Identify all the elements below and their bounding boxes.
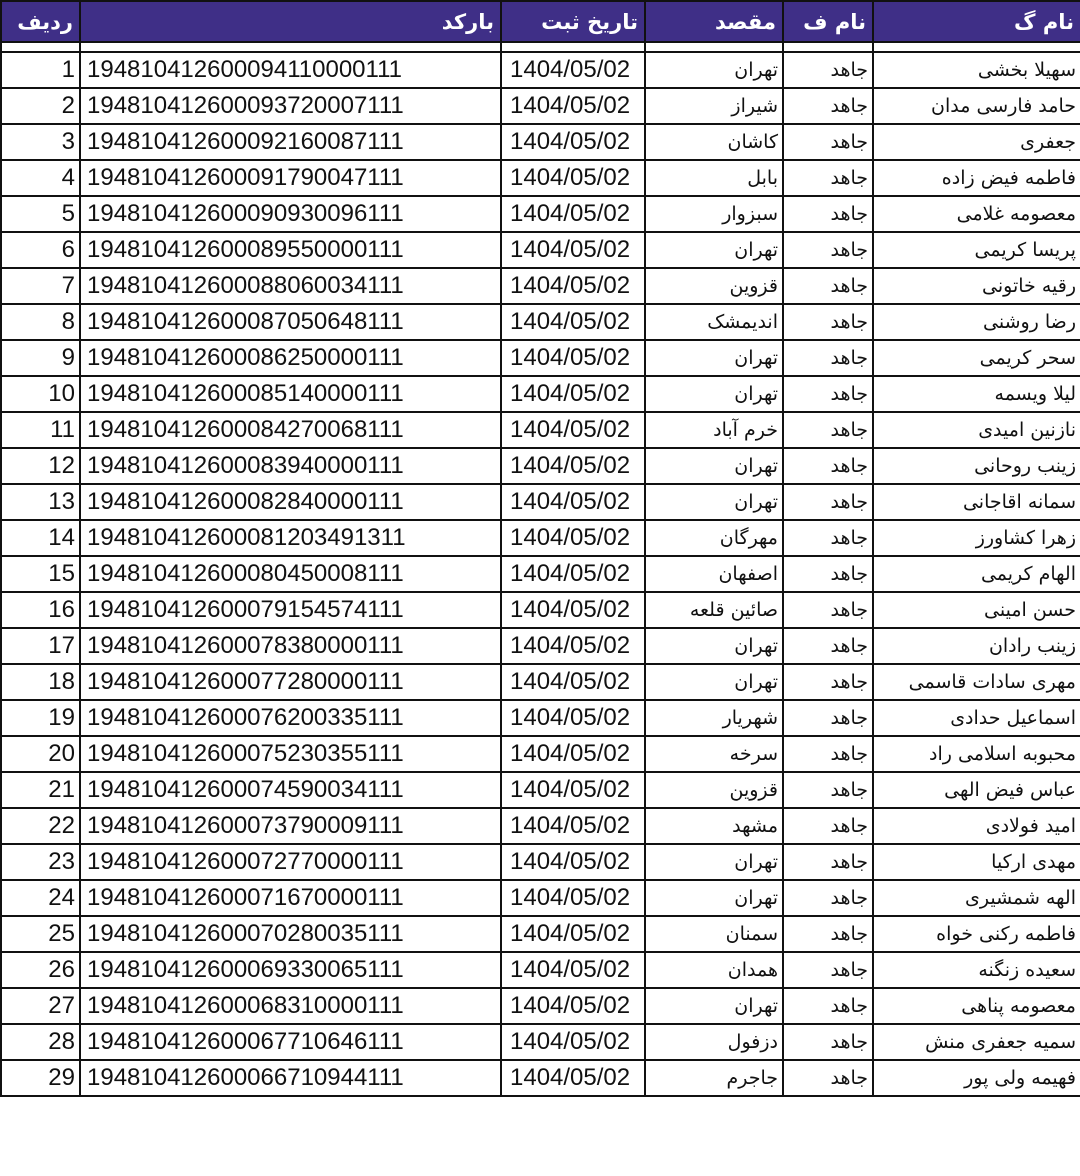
cell-destination[interactable]: کاشان bbox=[645, 124, 783, 160]
table-row[interactable] bbox=[1, 484, 1080, 520]
cell-row-number[interactable]: 3 bbox=[1, 124, 80, 160]
table-row[interactable] bbox=[1, 520, 1080, 556]
cell-destination[interactable]: سرخه bbox=[645, 736, 783, 772]
cell-row-number[interactable]: 25 bbox=[1, 916, 80, 952]
cell-date[interactable]: 1404/05/02 bbox=[501, 520, 645, 556]
cell-name[interactable]: سهیلا بخشی bbox=[873, 52, 1080, 88]
cell-date[interactable]: 1404/05/02 bbox=[501, 448, 645, 484]
table-row[interactable] bbox=[1, 196, 1080, 232]
cell-name[interactable]: فهیمه ولی پور bbox=[873, 1060, 1080, 1096]
table-row[interactable] bbox=[1, 304, 1080, 340]
cell-family[interactable]: جاهد bbox=[783, 1024, 873, 1060]
cell-row-number[interactable]: 22 bbox=[1, 808, 80, 844]
cell-row-number[interactable]: 18 bbox=[1, 664, 80, 700]
cell-barcode[interactable]: 194810412600092160087111 bbox=[80, 124, 501, 160]
cell-family[interactable]: جاهد bbox=[783, 844, 873, 880]
cell-family[interactable]: جاهد bbox=[783, 88, 873, 124]
cell-barcode[interactable]: 194810412600073790009111 bbox=[80, 808, 501, 844]
cell-date[interactable]: 1404/05/02 bbox=[501, 52, 645, 88]
table-row[interactable] bbox=[1, 448, 1080, 484]
cell-destination[interactable]: مهرگان bbox=[645, 520, 783, 556]
cell-destination[interactable]: تهران bbox=[645, 232, 783, 268]
cell-date[interactable]: 1404/05/02 bbox=[501, 1060, 645, 1096]
cell-destination[interactable]: مشهد bbox=[645, 808, 783, 844]
cell-barcode[interactable]: 194810412600088060034111 bbox=[80, 268, 501, 304]
cell-destination[interactable]: اندیمشک bbox=[645, 304, 783, 340]
cell-destination[interactable]: دزفول bbox=[645, 1024, 783, 1060]
cell-row-number[interactable]: 6 bbox=[1, 232, 80, 268]
cell-name[interactable]: زهرا کشاورز bbox=[873, 520, 1080, 556]
cell-family[interactable]: جاهد bbox=[783, 232, 873, 268]
cell-family[interactable]: جاهد bbox=[783, 916, 873, 952]
cell-name[interactable]: الهه شمشیری bbox=[873, 880, 1080, 916]
spacer-cell bbox=[783, 42, 873, 52]
cell-destination[interactable]: جاجرم bbox=[645, 1060, 783, 1096]
table-row[interactable] bbox=[1, 808, 1080, 844]
cell-row-number[interactable]: 2 bbox=[1, 88, 80, 124]
table-row[interactable] bbox=[1, 1024, 1080, 1060]
cell-row-number[interactable]: 1 bbox=[1, 52, 80, 88]
cell-date[interactable]: 1404/05/02 bbox=[501, 1024, 645, 1060]
cell-destination[interactable]: شهریار bbox=[645, 700, 783, 736]
table-row[interactable] bbox=[1, 1060, 1080, 1096]
table-row[interactable] bbox=[1, 880, 1080, 916]
cell-name[interactable]: سحر کریمی bbox=[873, 340, 1080, 376]
header-destination[interactable]: مقصد bbox=[645, 1, 783, 42]
cell-row-number[interactable]: 10 bbox=[1, 376, 80, 412]
cell-name[interactable]: سمیه جعفری منش bbox=[873, 1024, 1080, 1060]
cell-family[interactable]: جاهد bbox=[783, 196, 873, 232]
cell-row-number[interactable]: 16 bbox=[1, 592, 80, 628]
cell-destination[interactable]: تهران bbox=[645, 340, 783, 376]
cell-name[interactable]: پریسا کریمی bbox=[873, 232, 1080, 268]
cell-row-number[interactable]: 29 bbox=[1, 1060, 80, 1096]
cell-name[interactable]: حامد فارسی مدان bbox=[873, 88, 1080, 124]
cell-barcode[interactable]: 194810412600070280035111 bbox=[80, 916, 501, 952]
header-barcode[interactable]: بارکد bbox=[80, 1, 501, 42]
cell-destination[interactable]: تهران bbox=[645, 844, 783, 880]
cell-family[interactable]: جاهد bbox=[783, 952, 873, 988]
cell-destination[interactable]: تهران bbox=[645, 376, 783, 412]
cell-destination[interactable]: خرم آباد bbox=[645, 412, 783, 448]
cell-family[interactable]: جاهد bbox=[783, 52, 873, 88]
cell-date[interactable]: 1404/05/02 bbox=[501, 232, 645, 268]
cell-date[interactable]: 1404/05/02 bbox=[501, 628, 645, 664]
cell-row-number[interactable]: 24 bbox=[1, 880, 80, 916]
cell-destination[interactable]: تهران bbox=[645, 880, 783, 916]
cell-barcode[interactable]: 194810412600078380000111 bbox=[80, 628, 501, 664]
cell-family[interactable]: جاهد bbox=[783, 376, 873, 412]
cell-barcode[interactable]: 194810412600081203491311 bbox=[80, 520, 501, 556]
cell-name[interactable]: نازنین امیدی bbox=[873, 412, 1080, 448]
cell-name[interactable]: محبوبه اسلامی راد bbox=[873, 736, 1080, 772]
cell-date[interactable]: 1404/05/02 bbox=[501, 484, 645, 520]
table-row[interactable] bbox=[1, 88, 1080, 124]
cell-name[interactable]: لیلا ویسمه bbox=[873, 376, 1080, 412]
cell-family[interactable]: جاهد bbox=[783, 304, 873, 340]
cell-date[interactable]: 1404/05/02 bbox=[501, 988, 645, 1024]
cell-name[interactable]: رقیه خاتونی bbox=[873, 268, 1080, 304]
cell-barcode[interactable]: 194810412600090930096111 bbox=[80, 196, 501, 232]
cell-name[interactable]: معصومه پناهی bbox=[873, 988, 1080, 1024]
table-body bbox=[1, 42, 1080, 1096]
cell-row-number[interactable]: 20 bbox=[1, 736, 80, 772]
header-date[interactable]: تاریخ ثبت bbox=[501, 1, 645, 42]
cell-row-number[interactable]: 14 bbox=[1, 520, 80, 556]
cell-name[interactable]: حسن امینی bbox=[873, 592, 1080, 628]
cell-row-number[interactable]: 5 bbox=[1, 196, 80, 232]
cell-family[interactable]: جاهد bbox=[783, 880, 873, 916]
cell-row-number[interactable]: 17 bbox=[1, 628, 80, 664]
cell-row-number[interactable]: 8 bbox=[1, 304, 80, 340]
cell-family[interactable]: جاهد bbox=[783, 772, 873, 808]
cell-name[interactable]: معصومه غلامی bbox=[873, 196, 1080, 232]
table-row[interactable] bbox=[1, 952, 1080, 988]
cell-destination[interactable]: شیراز bbox=[645, 88, 783, 124]
cell-family[interactable]: جاهد bbox=[783, 556, 873, 592]
cell-destination[interactable]: قزوین bbox=[645, 268, 783, 304]
cell-barcode[interactable]: 194810412600077280000111 bbox=[80, 664, 501, 700]
cell-family[interactable]: جاهد bbox=[783, 160, 873, 196]
cell-date[interactable]: 1404/05/02 bbox=[501, 880, 645, 916]
cell-date[interactable]: 1404/05/02 bbox=[501, 952, 645, 988]
cell-family[interactable]: جاهد bbox=[783, 736, 873, 772]
cell-date[interactable]: 1404/05/02 bbox=[501, 196, 645, 232]
cell-name[interactable]: سعیده زنگنه bbox=[873, 952, 1080, 988]
cell-destination[interactable]: صائین قلعه bbox=[645, 592, 783, 628]
cell-name[interactable]: مهدی ارکیا bbox=[873, 844, 1080, 880]
cell-row-number[interactable]: 28 bbox=[1, 1024, 80, 1060]
cell-row-number[interactable]: 13 bbox=[1, 484, 80, 520]
cell-date[interactable]: 1404/05/02 bbox=[501, 700, 645, 736]
cell-family[interactable]: جاهد bbox=[783, 124, 873, 160]
cell-row-number[interactable]: 26 bbox=[1, 952, 80, 988]
cell-family[interactable]: جاهد bbox=[783, 340, 873, 376]
spacer-cell bbox=[645, 42, 783, 52]
cell-date[interactable]: 1404/05/02 bbox=[501, 412, 645, 448]
cell-barcode[interactable]: 194810412600089550000111 bbox=[80, 232, 501, 268]
table-row[interactable] bbox=[1, 844, 1080, 880]
cell-destination[interactable]: همدان bbox=[645, 952, 783, 988]
cell-destination[interactable]: تهران bbox=[645, 52, 783, 88]
cell-barcode[interactable]: 194810412600069330065111 bbox=[80, 952, 501, 988]
table-row[interactable] bbox=[1, 916, 1080, 952]
cell-name[interactable]: فاطمه فیض زاده bbox=[873, 160, 1080, 196]
table-row[interactable] bbox=[1, 268, 1080, 304]
cell-barcode[interactable]: 194810412600083940000111 bbox=[80, 448, 501, 484]
cell-barcode[interactable]: 194810412600086250000111 bbox=[80, 340, 501, 376]
cell-name[interactable]: سمانه اقاجانی bbox=[873, 484, 1080, 520]
cell-name[interactable]: اسماعیل حدادی bbox=[873, 700, 1080, 736]
cell-destination[interactable]: اصفهان bbox=[645, 556, 783, 592]
table-row[interactable] bbox=[1, 232, 1080, 268]
cell-destination[interactable]: قزوین bbox=[645, 772, 783, 808]
cell-destination[interactable]: بابل bbox=[645, 160, 783, 196]
table-row[interactable] bbox=[1, 160, 1080, 196]
cell-date[interactable]: 1404/05/02 bbox=[501, 340, 645, 376]
cell-name[interactable]: رضا روشنی bbox=[873, 304, 1080, 340]
cell-name[interactable]: جعفری bbox=[873, 124, 1080, 160]
cell-name[interactable]: امید فولادی bbox=[873, 808, 1080, 844]
cell-family[interactable]: جاهد bbox=[783, 448, 873, 484]
cell-family[interactable]: جاهد bbox=[783, 268, 873, 304]
cell-barcode[interactable]: 194810412600074590034111 bbox=[80, 772, 501, 808]
cell-family[interactable]: جاهد bbox=[783, 808, 873, 844]
cell-name[interactable]: الهام کریمی bbox=[873, 556, 1080, 592]
cell-family[interactable]: جاهد bbox=[783, 592, 873, 628]
header-row-number[interactable]: ردیف bbox=[1, 1, 80, 42]
cell-barcode[interactable]: 194810412600075230355111 bbox=[80, 736, 501, 772]
cell-barcode[interactable]: 194810412600072770000111 bbox=[80, 844, 501, 880]
cell-barcode[interactable]: 194810412600071670000111 bbox=[80, 880, 501, 916]
cell-date[interactable]: 1404/05/02 bbox=[501, 160, 645, 196]
cell-row-number[interactable]: 21 bbox=[1, 772, 80, 808]
table-row[interactable] bbox=[1, 664, 1080, 700]
cell-date[interactable]: 1404/05/02 bbox=[501, 808, 645, 844]
cell-date[interactable]: 1404/05/02 bbox=[501, 88, 645, 124]
cell-date[interactable]: 1404/05/02 bbox=[501, 124, 645, 160]
cell-barcode[interactable]: 194810412600087050648111 bbox=[80, 304, 501, 340]
cell-destination[interactable]: سمنان bbox=[645, 916, 783, 952]
cell-destination[interactable]: تهران bbox=[645, 448, 783, 484]
table-row[interactable] bbox=[1, 412, 1080, 448]
cell-barcode[interactable]: 194810412600066710944111 bbox=[80, 1060, 501, 1096]
cell-date[interactable]: 1404/05/02 bbox=[501, 304, 645, 340]
cell-family[interactable]: جاهد bbox=[783, 484, 873, 520]
cell-date[interactable]: 1404/05/02 bbox=[501, 268, 645, 304]
spacer-cell bbox=[80, 42, 501, 52]
table-row[interactable] bbox=[1, 736, 1080, 772]
table-row[interactable] bbox=[1, 700, 1080, 736]
cell-family[interactable]: جاهد bbox=[783, 628, 873, 664]
cell-barcode[interactable]: 194810412600067710646111 bbox=[80, 1024, 501, 1060]
cell-date[interactable]: 1404/05/02 bbox=[501, 772, 645, 808]
cell-date[interactable]: 1404/05/02 bbox=[501, 592, 645, 628]
cell-family[interactable]: جاهد bbox=[783, 520, 873, 556]
header-family[interactable]: نام ف bbox=[783, 1, 873, 42]
cell-row-number[interactable]: 11 bbox=[1, 412, 80, 448]
cell-barcode[interactable]: 194810412600082840000111 bbox=[80, 484, 501, 520]
cell-destination[interactable]: تهران bbox=[645, 628, 783, 664]
cell-row-number[interactable]: 9 bbox=[1, 340, 80, 376]
cell-date[interactable]: 1404/05/02 bbox=[501, 916, 645, 952]
table-row[interactable] bbox=[1, 988, 1080, 1024]
cell-family[interactable]: جاهد bbox=[783, 988, 873, 1024]
cell-destination[interactable]: تهران bbox=[645, 484, 783, 520]
header-name[interactable]: نام گ bbox=[873, 1, 1080, 42]
spacer-cell bbox=[1, 42, 80, 52]
cell-family[interactable]: جاهد bbox=[783, 700, 873, 736]
cell-row-number[interactable]: 27 bbox=[1, 988, 80, 1024]
cell-destination[interactable]: تهران bbox=[645, 988, 783, 1024]
table-row[interactable] bbox=[1, 556, 1080, 592]
cell-date[interactable]: 1404/05/02 bbox=[501, 376, 645, 412]
spacer-row bbox=[1, 42, 1080, 52]
cell-barcode[interactable]: 194810412600080450008111 bbox=[80, 556, 501, 592]
spacer-cell bbox=[501, 42, 645, 52]
cell-row-number[interactable]: 4 bbox=[1, 160, 80, 196]
cell-date[interactable]: 1404/05/02 bbox=[501, 664, 645, 700]
cell-name[interactable]: مهری سادات قاسمی bbox=[873, 664, 1080, 700]
table-row[interactable] bbox=[1, 628, 1080, 664]
cell-barcode[interactable]: 194810412600076200335111 bbox=[80, 700, 501, 736]
cell-name[interactable]: فاطمه رکنی خواه bbox=[873, 916, 1080, 952]
cell-family[interactable]: جاهد bbox=[783, 664, 873, 700]
cell-destination[interactable]: سبزوار bbox=[645, 196, 783, 232]
cell-family[interactable]: جاهد bbox=[783, 412, 873, 448]
cell-name[interactable]: زینب رادان bbox=[873, 628, 1080, 664]
table-row[interactable] bbox=[1, 376, 1080, 412]
cell-family[interactable]: جاهد bbox=[783, 1060, 873, 1096]
cell-barcode[interactable]: 194810412600068310000111 bbox=[80, 988, 501, 1024]
cell-date[interactable]: 1404/05/02 bbox=[501, 556, 645, 592]
cell-date[interactable]: 1404/05/02 bbox=[501, 844, 645, 880]
table-row[interactable] bbox=[1, 340, 1080, 376]
cell-row-number[interactable]: 23 bbox=[1, 844, 80, 880]
cell-destination[interactable]: تهران bbox=[645, 664, 783, 700]
cell-barcode[interactable]: 194810412600094110000111 bbox=[80, 52, 501, 88]
cell-barcode[interactable]: 194810412600084270068111 bbox=[80, 412, 501, 448]
cell-row-number[interactable]: 12 bbox=[1, 448, 80, 484]
table-row[interactable] bbox=[1, 52, 1080, 88]
cell-barcode[interactable]: 194810412600085140000111 bbox=[80, 376, 501, 412]
cell-barcode[interactable]: 194810412600091790047111 bbox=[80, 160, 501, 196]
header-row bbox=[1, 1, 1080, 42]
cell-name[interactable]: عباس فیض الهی bbox=[873, 772, 1080, 808]
cell-row-number[interactable]: 7 bbox=[1, 268, 80, 304]
cell-row-number[interactable]: 19 bbox=[1, 700, 80, 736]
table-row[interactable] bbox=[1, 592, 1080, 628]
cell-name[interactable]: زینب روحانی bbox=[873, 448, 1080, 484]
cell-barcode[interactable]: 194810412600093720007111 bbox=[80, 88, 501, 124]
table-row[interactable] bbox=[1, 124, 1080, 160]
spacer-cell bbox=[873, 42, 1080, 52]
table-row[interactable] bbox=[1, 772, 1080, 808]
cell-date[interactable]: 1404/05/02 bbox=[501, 736, 645, 772]
cell-row-number[interactable]: 15 bbox=[1, 556, 80, 592]
cell-barcode[interactable]: 194810412600079154574111 bbox=[80, 592, 501, 628]
